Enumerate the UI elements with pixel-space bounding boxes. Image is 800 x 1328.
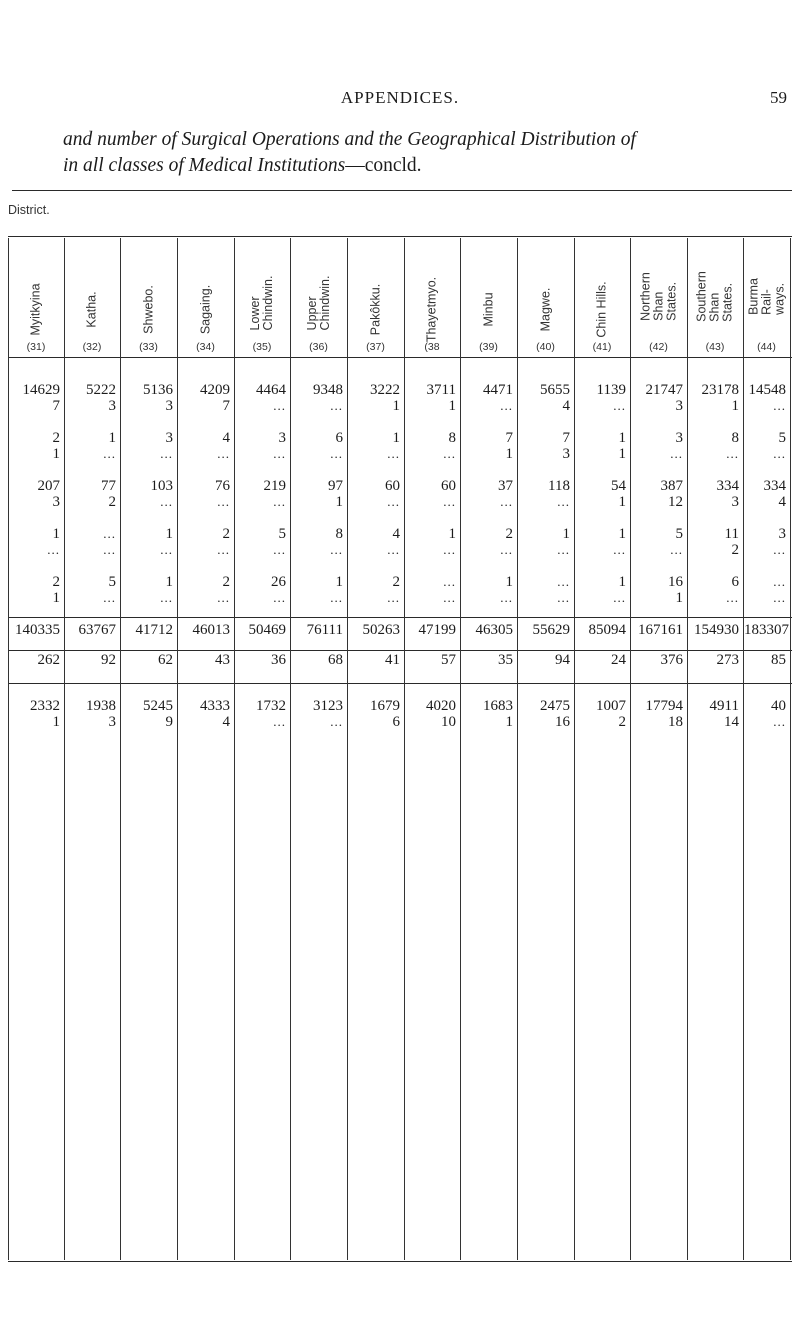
table-cell: 1 (448, 398, 456, 414)
table-cell: 50469 (248, 622, 286, 638)
table-cell: 3 (778, 526, 786, 542)
table-cell: 55629 (532, 622, 570, 638)
column-number: (44) (757, 341, 776, 353)
table-cell: 47199 (418, 622, 456, 638)
table-cell: ... (330, 590, 343, 605)
table-cell: 8 (731, 430, 739, 446)
table-cell: 1 (731, 398, 739, 414)
table-cell: 1 (165, 574, 173, 590)
table-cell: 2 (222, 574, 230, 590)
column-number: (32) (82, 341, 102, 353)
column-number: (35) (252, 341, 272, 353)
table-cell: ... (773, 446, 786, 461)
table-cell: 9 (165, 714, 173, 730)
table-cell: 3 (675, 430, 683, 446)
table-cell: 16 (668, 574, 683, 590)
table-cell: ... (773, 590, 786, 605)
table-cell: ... (557, 590, 570, 605)
table-cell: 62 (158, 652, 173, 668)
table-cell: ... (217, 590, 230, 605)
table-cell: 1 (562, 526, 570, 542)
table-cell: 2 (505, 526, 513, 542)
table-cell: ... (726, 446, 739, 461)
column-header-name: Katha. (84, 291, 99, 328)
caption-line-2 (63, 153, 783, 179)
table-rule (8, 683, 792, 684)
column-header (687, 240, 743, 330)
table-cell: 4 (392, 526, 400, 542)
table-cell: 14629 (22, 382, 60, 398)
table-cell: 3 (52, 494, 60, 510)
column-header-name: Shwebo. (141, 285, 155, 334)
table-cell: 35 (498, 652, 513, 668)
table-cell: 1938 (86, 698, 116, 714)
table-cell: 273 (716, 652, 739, 668)
table-cell: 7 (562, 430, 570, 446)
table-cell: 1 (52, 526, 60, 542)
table-cell: 1 (618, 430, 626, 446)
table-cell: ... (557, 574, 570, 589)
table-cell: 3 (278, 430, 286, 446)
table-cell: 2 (222, 526, 230, 542)
table-cell: ... (330, 446, 343, 461)
table-cell: 5136 (143, 382, 173, 398)
table-rule (8, 236, 792, 237)
column-header (743, 240, 790, 330)
table-cell: 63767 (78, 622, 116, 638)
column-header (347, 240, 404, 336)
table-cell: 43 (215, 652, 230, 668)
table-cell: 1 (618, 494, 626, 510)
table-cell: 2 (108, 494, 116, 510)
table-cell: 387 (660, 478, 683, 494)
table-cell: 167161 (638, 622, 683, 638)
table-cell: 1 (675, 590, 683, 606)
table-cell: 7 (222, 398, 230, 414)
table-cell: 36 (271, 652, 286, 668)
table-cell: 40 (771, 698, 786, 714)
table-rule (8, 650, 792, 651)
table-cell: 2475 (540, 698, 570, 714)
table-cell: ... (726, 590, 739, 605)
table-cell: 5245 (143, 698, 173, 714)
table-cell: 92 (101, 652, 116, 668)
column-header (574, 240, 630, 338)
table-cell: 4 (562, 398, 570, 414)
table-cell: 14548 (748, 382, 786, 398)
table-cell: ... (500, 590, 513, 605)
district-label: District. (8, 203, 50, 217)
table-cell: 6 (335, 430, 343, 446)
table-cell: ... (443, 590, 456, 605)
table-cell: 76 (215, 478, 230, 494)
table-cell: 4 (222, 430, 230, 446)
table-cell: 41 (385, 652, 400, 668)
table-cell: 1 (108, 430, 116, 446)
column-header-name: Myitkyina (28, 283, 43, 336)
table-cell: 1 (392, 430, 400, 446)
column-header (460, 240, 517, 330)
column-header-name: Minbu (481, 292, 495, 327)
table-cell: 5655 (540, 382, 570, 398)
table-cell: 10 (441, 714, 456, 730)
table-cell: ... (773, 398, 786, 413)
column-number: (38 (424, 341, 440, 353)
table-cell: 1 (505, 714, 513, 730)
column-number: (37) (366, 341, 385, 353)
table-cell: 1 (52, 714, 60, 730)
table-rule (8, 617, 792, 618)
table-cell: 60 (385, 478, 400, 494)
table-cell: 4464 (256, 382, 286, 398)
table-cell: 57 (441, 652, 456, 668)
table-cell: ... (160, 494, 173, 509)
table-cell: ... (330, 714, 343, 729)
table-cell: 4471 (483, 382, 513, 398)
table-cell: 1 (505, 446, 513, 462)
column-header-name: Magwe. (538, 287, 552, 332)
table-cell: ... (613, 590, 626, 605)
column-header-name: Southern Shan States. (694, 271, 735, 322)
column-header-name: Burma Rail- ways. (746, 278, 786, 315)
table-cell: 5 (778, 430, 786, 446)
column-header-name: Thayetmyo. (424, 276, 439, 343)
table-cell: ... (160, 542, 173, 557)
table-cell: 334 (716, 478, 739, 494)
table-cell: ... (670, 542, 683, 557)
table-cell: 8 (448, 430, 456, 446)
table-cell: ... (670, 446, 683, 461)
column-number: (36) (309, 341, 328, 353)
table-cell: 376 (660, 652, 683, 668)
caption-line-2-plain: —concld. (345, 155, 422, 176)
table-cell: 7 (505, 430, 513, 446)
table-cell: 68 (328, 652, 343, 668)
table-cell: 60 (441, 478, 456, 494)
table-cell: 1 (335, 494, 343, 510)
table-cell: ... (273, 714, 286, 729)
column-divider (790, 238, 791, 1260)
table-cell: 18 (668, 714, 683, 730)
table-cell: 3222 (370, 382, 400, 398)
column-number: (31) (26, 341, 46, 353)
table-cell: ... (773, 574, 786, 589)
table-cell: 76111 (306, 622, 343, 638)
table-cell: 3 (562, 446, 570, 462)
table-cell: 4209 (200, 382, 230, 398)
table-cell: 16 (555, 714, 570, 730)
table-cell: ... (773, 714, 786, 729)
column-header (120, 240, 177, 334)
table-cell: 183307 (744, 622, 789, 638)
table-cell: 14 (724, 714, 739, 730)
table-cell: ... (103, 446, 116, 461)
page-header (0, 88, 800, 112)
table-cell: 41712 (135, 622, 173, 638)
table-cell: ... (103, 526, 116, 541)
table-cell: 21747 (645, 382, 683, 398)
table-cell: ... (387, 494, 400, 509)
table-cell: ... (217, 494, 230, 509)
column-number: (40) (536, 341, 555, 353)
table-cell: 3 (731, 494, 739, 510)
table-cell: ... (273, 542, 286, 557)
table-cell: ... (217, 542, 230, 557)
table-cell: ... (443, 574, 456, 589)
table-cell: 2332 (30, 698, 60, 714)
table-cell: 3 (165, 398, 173, 414)
table-cell: 140335 (15, 622, 60, 638)
column-header (404, 240, 460, 343)
column-number: (33) (139, 341, 158, 353)
table-cell: 3 (165, 430, 173, 446)
table-cell: 1 (165, 526, 173, 542)
table-cell: 2 (618, 714, 626, 730)
caption-line-2-italic: in all classes of Medical Institutions (63, 155, 346, 176)
table-cell: ... (103, 542, 116, 557)
table-cell: 118 (548, 478, 570, 494)
table-cell: 11 (724, 526, 739, 542)
table-cell: 37 (498, 478, 513, 494)
table-cell: 1 (52, 590, 60, 606)
table-cell: ... (387, 542, 400, 557)
table-cell: 3 (675, 398, 683, 414)
table-cell: 262 (37, 652, 60, 668)
table-cell: ... (387, 590, 400, 605)
table-cell: 4 (222, 714, 230, 730)
table-cell: ... (443, 494, 456, 509)
page-title: APPENDICES. (340, 88, 460, 107)
table-cell: 50263 (362, 622, 400, 638)
table-cell: 23178 (701, 382, 739, 398)
table-cell: 1683 (483, 698, 513, 714)
column-number: (43) (705, 341, 725, 353)
table-cell: 1 (505, 574, 513, 590)
column-header (177, 240, 234, 335)
table-cell: 1679 (370, 698, 400, 714)
table-cell: 219 (263, 478, 286, 494)
table-cell: 17794 (645, 698, 683, 714)
table-cell: 3123 (313, 698, 343, 714)
table-cell: 85 (771, 652, 786, 668)
table-cell: 3 (108, 714, 116, 730)
table-cell: ... (273, 398, 286, 413)
column-header (517, 240, 574, 330)
column-header-name: Northern Shan States. (638, 272, 678, 321)
table-cell: ... (160, 590, 173, 605)
table-cell: ... (160, 446, 173, 461)
table-cell: 1 (618, 574, 626, 590)
table-cell: 9348 (313, 382, 343, 398)
caption-line-1: and number of Surgical Operations and the Geographical Distribution of (63, 129, 636, 150)
table-cell: ... (500, 398, 513, 413)
table-cell: ... (273, 494, 286, 509)
column-header (8, 240, 64, 336)
table-cell: 1 (335, 574, 343, 590)
table-cell: ... (330, 398, 343, 413)
table-cell: 3 (108, 398, 116, 414)
column-header-name: Chin Hills. (594, 281, 609, 338)
table-rule (8, 1261, 792, 1262)
table-cell: ... (387, 446, 400, 461)
table-cell: ... (103, 590, 116, 605)
table-cell: 6 (731, 574, 739, 590)
table-cell: 4911 (709, 698, 739, 714)
table-cell: ... (557, 542, 570, 557)
table-cell: 334 (763, 478, 786, 494)
table-rule (8, 357, 792, 358)
table-cell: 2 (731, 542, 739, 558)
table-cell: 4020 (426, 698, 456, 714)
table-cell: ... (500, 542, 513, 557)
table-cell: 3711 (426, 382, 456, 398)
table-cell: 94 (555, 652, 570, 668)
table-cell: ... (557, 494, 570, 509)
table-cell: 46013 (192, 622, 230, 638)
column-header-name: Upper Chindwin. (304, 275, 332, 331)
table-cell: ... (613, 542, 626, 557)
column-number: (42) (649, 341, 668, 353)
column-header (630, 240, 687, 330)
table-cell: 2 (52, 574, 60, 590)
table-cell: 24 (611, 652, 626, 668)
table-cell: ... (443, 446, 456, 461)
page-number: 59 (770, 88, 787, 107)
table-cell: 1 (448, 526, 456, 542)
table-cell: ... (773, 542, 786, 557)
column-number: (41) (592, 341, 612, 353)
table-cell: 103 (150, 478, 173, 494)
table-cell: 1139 (596, 382, 626, 398)
table-cell: 7 (52, 398, 60, 414)
table-cell: 85094 (588, 622, 626, 638)
column-number: (39) (479, 341, 498, 353)
column-number: (34) (196, 341, 215, 353)
table-rule (12, 190, 792, 191)
column-header-name: Lower Chindwin. (248, 275, 275, 331)
table-cell: 6 (392, 714, 400, 730)
table-cell: ... (217, 446, 230, 461)
table-cell: 1732 (256, 698, 286, 714)
column-header (234, 240, 290, 330)
table-cell: 5 (108, 574, 116, 590)
table-cell: 12 (668, 494, 683, 510)
table-cell: 4333 (200, 698, 230, 714)
table-cell: ... (443, 542, 456, 557)
table-cell: 1007 (596, 698, 626, 714)
table-cell: 5222 (86, 382, 116, 398)
table-cell: 54 (611, 478, 626, 494)
table-cell: ... (47, 542, 60, 557)
table-cell: 207 (37, 478, 60, 494)
table-cell: 1 (392, 398, 400, 414)
table-cell: ... (273, 446, 286, 461)
table-cell: 5 (278, 526, 286, 542)
table-cell: 1 (52, 446, 60, 462)
column-header (64, 240, 120, 330)
table-cell: ... (613, 398, 626, 413)
table-cell: 2 (52, 430, 60, 446)
table-cell: 2 (392, 574, 400, 590)
column-header-name: Sagaing. (198, 284, 212, 335)
table-cell: 5 (675, 526, 683, 542)
table-cell: ... (500, 494, 513, 509)
table-cell: 46305 (475, 622, 513, 638)
table-cell: 97 (328, 478, 343, 494)
table-cell: 1 (618, 526, 626, 542)
table-cell: ... (330, 542, 343, 557)
table-cell: 4 (778, 494, 786, 510)
table-cell: 1 (618, 446, 626, 462)
table-cell: ... (273, 590, 286, 605)
table-cell: 26 (271, 574, 286, 590)
column-header (290, 240, 347, 330)
column-header-name: Pakôkku. (368, 283, 382, 336)
table-cell: 8 (335, 526, 343, 542)
table-cell: 77 (101, 478, 116, 494)
table-cell: 154930 (694, 622, 739, 638)
